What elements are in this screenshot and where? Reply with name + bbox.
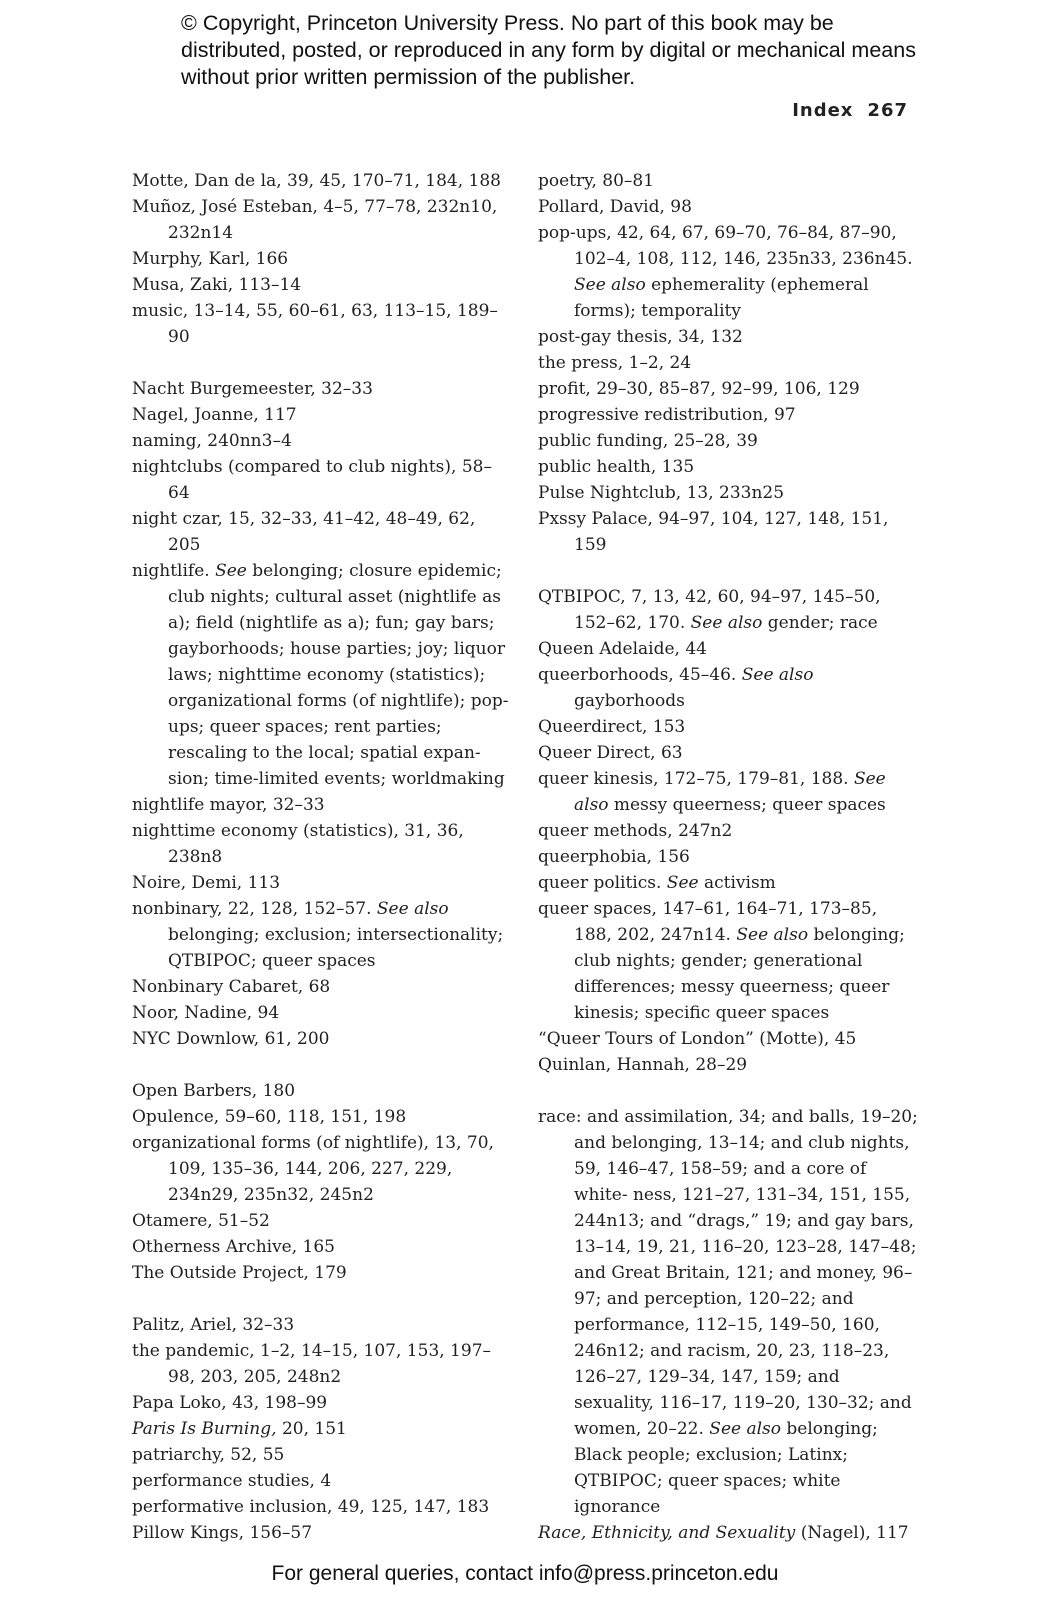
index-entry: post-gay thesis, 34, 132 <box>538 327 743 347</box>
letter-group-gap <box>538 1078 918 1104</box>
page-number: 267 <box>867 100 908 121</box>
index-entry-text: queerborhoods, 45–46. <box>538 665 742 685</box>
index-entry-text: (Nagel), 117 <box>795 1523 909 1543</box>
index-entry: NYC Downlow, 61, 200 <box>132 1029 330 1049</box>
index-entry: night czar, 15, 32–33, 41–42, 48–49, 62, 205 <box>132 509 476 555</box>
index-entry-italic: See also <box>741 665 814 685</box>
index-entry: Noire, Demi, 113 <box>132 873 281 893</box>
index-entry: poetry, 80–81 <box>538 171 655 191</box>
index-entry-italic: Race, Ethnicity, and Sexuality <box>538 1523 796 1543</box>
index-entry <box>538 870 918 896</box>
index-entry: Pulse Nightclub, 13, 233n25 <box>538 483 785 503</box>
index-entry: Muñoz, José Esteban, 4–5, 77–78, 232n10, 232n14 <box>132 197 498 243</box>
index-entry-text: ephemerality (ephemeral forms); temporality <box>574 275 869 321</box>
index-entry-text: race: and assimilation, 34; and balls, 19–20; and belonging, 13–14; and club nights, 59, 146–47, 158–59; and a core of white- ness, 121–27, 131–34, 151, 155, 244n13; and “drags,” 19; and gay bars, 13–14, 19, 21, 116–20, 123–28, 147–48; and Great Britain, 121; and money, 96–97; and perception, 120–22; and performance, 112–15, 149–50, 160, 246n12; and racism, 20, 23, 118–23, 126–27, 129–34, 147, 159; and sexuality, 116–17, 119–20, 130–32; and women, 20–22. <box>538 1107 918 1439</box>
index-entry: Otherness Archive, 165 <box>132 1237 335 1257</box>
index-entry-text: queer kinesis, 172–75, 179–81, 188. <box>538 769 854 789</box>
index-entry: Queen Adelaide, 44 <box>538 639 707 659</box>
index-entry: the press, 1–2, 24 <box>538 353 692 373</box>
index-entry: “Queer Tours of London” (Motte), 45 <box>538 1029 857 1049</box>
index-entry: Open Barbers, 180 <box>132 1081 296 1101</box>
index-entry-text: messy queerness; queer spaces <box>608 795 886 815</box>
index-entry: The Outside Project, 179 <box>132 1263 347 1283</box>
index-entry <box>538 1520 918 1546</box>
index-entry <box>538 220 918 324</box>
index-entry: Papa Loko, 43, 198–99 <box>132 1393 328 1413</box>
index-entry <box>538 662 918 714</box>
running-head <box>792 100 908 121</box>
index-entry: queerphobia, 156 <box>538 847 690 867</box>
index-entry: music, 13–14, 55, 60–61, 63, 113–15, 189–90 <box>132 301 498 347</box>
index-entry-text: QTBIPOC, 7, 13, 42, 60, 94–97, 145–50, 152–62, 170. <box>538 587 881 633</box>
index-entry: Pillow Kings, 156–57 <box>132 1523 313 1543</box>
index-entry: Nacht Burgemeester, 32–33 <box>132 379 373 399</box>
index-entry: Queer Direct, 63 <box>538 743 683 763</box>
index-entry-italic: See <box>666 873 699 893</box>
index-entry: Motte, Dan de la, 39, 45, 170–71, 184, 188 <box>132 171 501 191</box>
contact-footer: For general queries, contact info@press.princeton.edu <box>271 1562 779 1585</box>
index-entry-italic: See also <box>690 613 763 633</box>
index-entry: Nonbinary Cabaret, 68 <box>132 977 331 997</box>
index-entry <box>538 766 918 818</box>
index-entry: the pandemic, 1–2, 14–15, 107, 153, 197–98, 203, 205, 248n2 <box>132 1341 492 1387</box>
index-entry-text: activism <box>698 873 776 893</box>
index-entry-text: belonging; club nights; gender; generational differences; messy queerness; queer kinesis; specific queer spaces <box>574 925 905 1023</box>
index-entry-text: belonging; exclusion; intersectionality; QTBIPOC; queer spaces <box>168 925 504 971</box>
index-column-left <box>132 168 512 1546</box>
index-entry-text: queer politics. <box>538 873 667 893</box>
index-entry: Queerdirect, 153 <box>538 717 686 737</box>
index-entry-italic: See also <box>709 1419 781 1439</box>
index-entry: naming, 240nn3–4 <box>132 431 292 451</box>
index-entry: public health, 135 <box>538 457 695 477</box>
index-entry: queer methods, 247n2 <box>538 821 733 841</box>
index-entry-text: nonbinary, 22, 128, 152–57. <box>132 899 377 919</box>
letter-group-gap <box>132 1286 512 1312</box>
index-entry: Musa, Zaki, 113–14 <box>132 275 302 295</box>
index-entry-text: 20, 151 <box>276 1419 347 1439</box>
index-column-right <box>538 168 918 1546</box>
index-entry-italic: Paris Is Burning, <box>132 1419 277 1439</box>
index-entry-text: gender; race <box>762 613 878 633</box>
index-entry-text: belonging; Black people; exclusion; Latinx; QTBIPOC; queer spaces; white ignorance <box>574 1419 878 1517</box>
index-entry: patriarchy, 52, 55 <box>132 1445 285 1465</box>
index-entry-text: belonging; closure epidemic; club nights; cultural asset (nightlife as a); field (nightlife as a); fun; gay bars; gayborhoods; house parties; joy; liquor laws; nighttime economy (statistics); organizational forms (of nightlife); pop-ups; queer spaces; rent parties; rescaling to the local; spatial expan- sion; time-limited events; worldmaking <box>168 561 509 789</box>
copyright-notice: © Copyright, Princeton University Press. No part of this book may be distributed, posted, or reproduced in any form by digital or mechanical means without prior written permission of the publisher. <box>181 11 916 89</box>
index-entry: progressive redistribution, 97 <box>538 405 796 425</box>
index-entry: performative inclusion, 49, 125, 147, 183 <box>132 1497 490 1517</box>
index-entry: nightlife mayor, 32–33 <box>132 795 325 815</box>
index-entry-italic: See also <box>574 769 886 815</box>
index-entry-italic: See <box>215 561 247 581</box>
index-entry <box>132 558 512 792</box>
index-entry: Opulence, 59–60, 118, 151, 198 <box>132 1107 407 1127</box>
index-entry: organizational forms (of nightlife), 13, 70, 109, 135–36, 144, 206, 227, 229, 234n29, 235n32, 245n2 <box>132 1133 494 1205</box>
index-entry-text: nightlife. <box>132 561 216 581</box>
index-entry <box>132 896 512 974</box>
index-entry-italic: See also <box>574 275 646 295</box>
index-entry: Quinlan, Hannah, 28–29 <box>538 1055 748 1075</box>
index-entry-text: pop-ups, 42, 64, 67, 69–70, 76–84, 87–90, 102–4, 108, 112, 146, 235n33, 236n45. <box>538 223 913 269</box>
index-entry: Murphy, Karl, 166 <box>132 249 289 269</box>
index-entry: nighttime economy (statistics), 31, 36, 238n8 <box>132 821 464 867</box>
index-entry <box>132 1416 512 1442</box>
index-entry: Pxssy Palace, 94–97, 104, 127, 148, 151, 159 <box>538 509 889 555</box>
index-entry: Palitz, Ariel, 32–33 <box>132 1315 295 1335</box>
index-entry: nightclubs (compared to club nights), 58–64 <box>132 457 492 503</box>
index-entry: Pollard, David, 98 <box>538 197 692 217</box>
index-entry <box>538 584 918 636</box>
letter-group-gap <box>538 558 918 584</box>
index-entry-text: queer spaces, 147–61, 164–71, 173–85, 188, 202, 247n14. <box>538 899 878 945</box>
section-title: Index <box>792 100 854 121</box>
letter-group-gap <box>132 350 512 376</box>
index-entry-text: gayborhoods <box>574 691 685 711</box>
index-entry-italic: See also <box>736 925 809 945</box>
index-entry <box>538 896 918 1026</box>
index-entry: Otamere, 51–52 <box>132 1211 270 1231</box>
index-entry: public funding, 25–28, 39 <box>538 431 758 451</box>
index-entry: Noor, Nadine, 94 <box>132 1003 280 1023</box>
index-entry: Nagel, Joanne, 117 <box>132 405 297 425</box>
index-entry: performance studies, 4 <box>132 1471 332 1491</box>
index-entry-italic: See also <box>376 899 449 919</box>
index-entry <box>538 1104 918 1520</box>
index-entry: profit, 29–30, 85–87, 92–99, 106, 129 <box>538 379 860 399</box>
letter-group-gap <box>132 1052 512 1078</box>
